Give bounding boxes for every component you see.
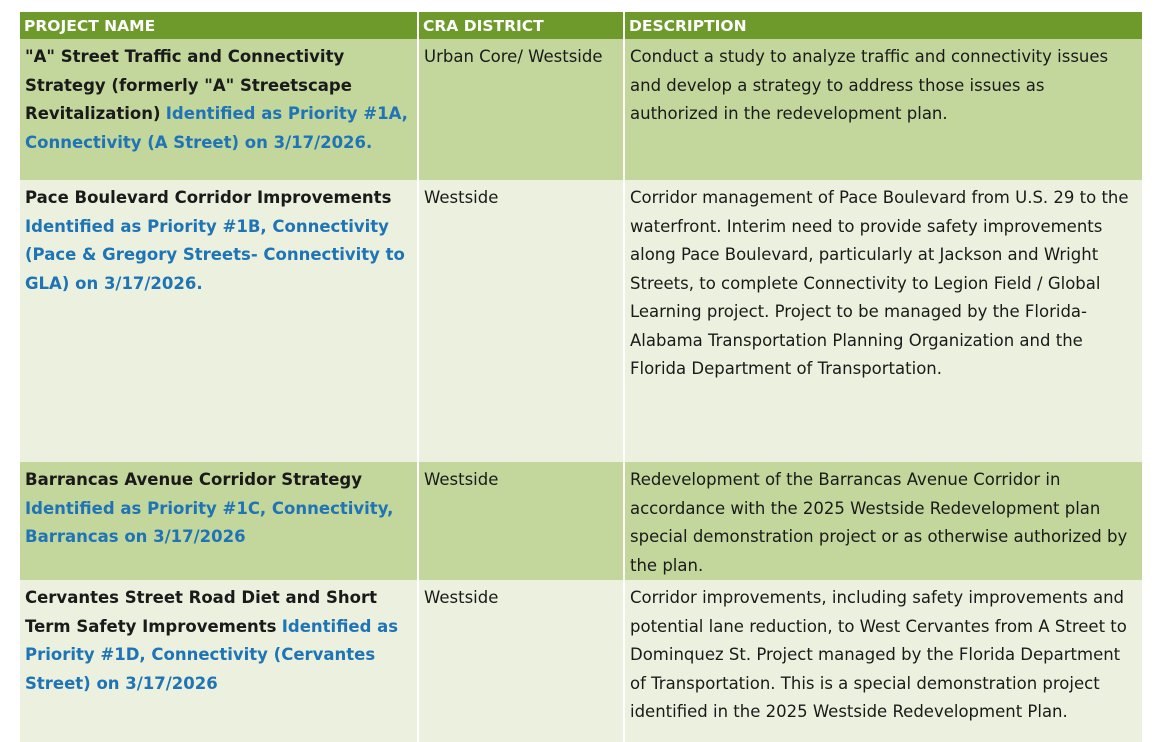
table-row: [20, 39, 1142, 180]
project-name: Pace Boulevard Corridor Improvements: [25, 188, 392, 207]
header-project-name: PROJECT NAME: [20, 12, 418, 39]
header-row: [20, 12, 1142, 39]
header-cra-district: CRA DISTRICT: [418, 12, 624, 39]
header-description: DESCRIPTION: [624, 12, 1142, 39]
project-name: Barrancas Avenue Corridor Strategy: [25, 470, 362, 489]
table-row: [20, 462, 1142, 580]
district-cell: Urban Core/ Westside: [418, 39, 624, 180]
table-row: [20, 180, 1142, 462]
district-cell: Westside: [418, 580, 624, 742]
description-cell: Conduct a study to analyze traffic and connectivity issues and develop a strategy to address those issues as authorized in the redevelopment plan.: [624, 39, 1142, 180]
project-cell: [20, 180, 418, 462]
description-cell: Corridor management of Pace Boulevard from U.S. 29 to the waterfront. Interim need to provide safety improvements along Pace Boulevard, particularly at Jackson and Wright Streets, to complete Connectivity to Legion Field / Global Learning project. Project to be managed by the Florida-Alabama Transportation Planning Organization and the Florida Department of Transportation.: [624, 180, 1142, 462]
project-name: "A" Street Traffic and Connectivity Strategy (formerly "A" Streetscape Revitalization): [25, 47, 352, 123]
priority-note: Identified as Priority #1D, Connectivity (Cervantes Street) on 3/17/2026: [25, 616, 399, 693]
priority-note: Identified as Priority #1B, Connectivity (Pace & Gregory Streets- Connectivity to GLA) on 3/17/2026.: [25, 216, 405, 293]
project-name: Cervantes Street Road Diet and Short Term Safety Improvements: [25, 588, 377, 636]
description-cell: Redevelopment of the Barrancas Avenue Corridor in accordance with the 2025 Westside Redevelopment plan special demonstration project or as otherwise authorized by the plan.: [624, 462, 1142, 580]
priority-note: Identified as Priority #1A, Connectivity (A Street) on 3/17/2026.: [25, 104, 408, 152]
project-cell: [20, 580, 418, 742]
project-cell: [20, 462, 418, 580]
description-cell: Corridor improvements, including safety improvements and potential lane reduction, to West Cervantes from A Street to Dominquez St. Project managed by the Florida Department of Transportation. This is a special demonstration project identified in the 2025 Westside Redevelopment Plan.: [624, 580, 1142, 742]
table-row: [20, 580, 1142, 742]
district-cell: Westside: [418, 180, 624, 462]
priority-note: Identified as Priority #1C, Connectivity, Barrancas on 3/17/2026: [25, 498, 394, 546]
project-cell: [20, 39, 418, 180]
projects-table: [20, 12, 1142, 742]
district-cell: Westside: [418, 462, 624, 580]
